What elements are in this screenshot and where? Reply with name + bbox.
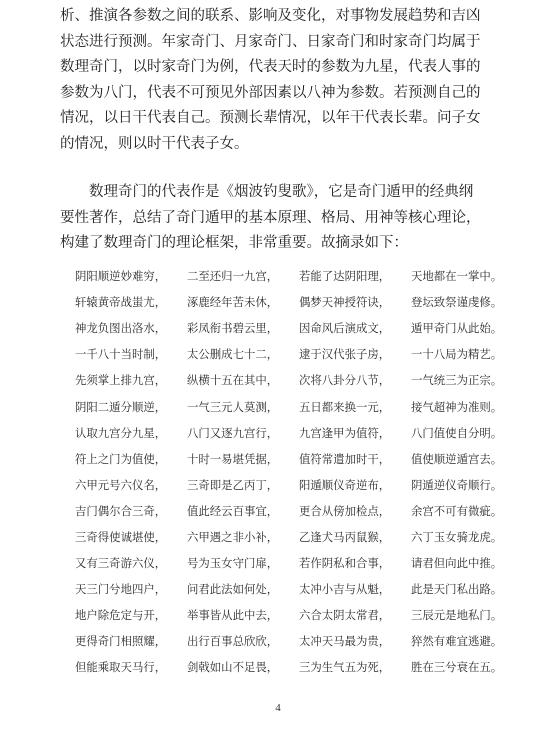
poem-verse: 值此经云百事宜， — [187, 503, 279, 518]
poem-verse: 胜在三兮衰在五。 — [411, 660, 503, 675]
poem-row — [75, 367, 515, 393]
poem-verse: 三奇即是乙丙丁， — [187, 477, 279, 492]
poem-verse: 举事皆从此中去， — [187, 608, 279, 623]
poem-verse: 一千八十当时制， — [75, 347, 167, 362]
poem-verse: 八门值使自分明。 — [411, 425, 503, 440]
poem-verse: 更合从傍加检点， — [299, 503, 391, 518]
poem-verse: 阳遁顺仪奇逆布， — [299, 477, 391, 492]
body-paragraph-2 — [60, 180, 518, 257]
poem-row — [75, 446, 515, 472]
poem-verse: 请君但向此中推。 — [411, 556, 503, 571]
poem-verse: 三辰元是地私门。 — [411, 608, 503, 623]
poem-verse: 九宫逢甲为值符， — [299, 425, 391, 440]
poem-verse: 又有三奇游六仪， — [75, 556, 167, 571]
poem-verse: 问君此法如何处， — [187, 582, 279, 597]
poem-verse: 若作阴私和合事， — [299, 556, 391, 571]
poem-verse: 一十八局为精艺。 — [411, 347, 503, 362]
text-line: 数理奇门的代表作是《烟波钓叟歌》，它是奇门遁甲的经典纲 — [89, 184, 474, 200]
poem-verse: 三奇得使诚堪使， — [75, 529, 167, 544]
poem-verse: 六甲遇之非小补， — [187, 529, 279, 544]
text-line: 状态进行预测。年家奇门、月家奇门、日家奇门和时家奇门均属于 — [60, 33, 481, 50]
poem-verse: 因命风后演成文， — [299, 321, 391, 336]
poem-verse: 乙逢犬马丙鼠猴， — [299, 529, 391, 544]
poem-verse: 二至还归一九宫， — [187, 269, 279, 284]
poem-verse: 纵横十五在其中， — [187, 373, 279, 388]
poem-verse: 号为玉女守门扉， — [187, 556, 279, 571]
poem-verse: 接气超神为准则。 — [411, 399, 503, 414]
poem-verse: 彩凤衔书碧云里， — [187, 321, 279, 336]
poem-verse: 剑戟如山不足畏， — [187, 660, 279, 675]
poem-verse: 若能了达阴阳理， — [299, 269, 391, 284]
poem-row — [75, 524, 515, 550]
poem-verse: 吉门偶尔合三奇， — [75, 503, 167, 518]
poem-verse: 太公删成七十二， — [187, 347, 279, 362]
text-line: 数理奇门，以时家奇门为例，代表天时的参数为九星，代表人事的 — [60, 59, 481, 76]
poem-verse: 逮于汉代张子房， — [299, 347, 391, 362]
poem-verse: 认取九宫分九星， — [75, 425, 167, 440]
text-line: 参数为八门，代表不可预见外部因素以八神为参数。若预测自己的 — [60, 84, 481, 101]
poem-verse: 三为生气五为死， — [299, 660, 391, 675]
poem-verse: 地户除危定与开， — [75, 608, 167, 623]
poem-row — [75, 263, 515, 289]
poem-verse: 天三门兮地四户， — [75, 582, 167, 597]
poem-verse: 六甲元号六仪名， — [75, 477, 167, 492]
text-line: 析、推演各参数之间的联系、影响及变化，对事物发展趋势和吉凶 — [60, 8, 481, 24]
poem-row — [75, 341, 515, 367]
poem-row — [75, 472, 515, 498]
text-line: 情况，以日干代表自己。预测长辈情况，以年干代表长辈。问子女 — [60, 110, 481, 127]
poem-verse: 太冲天马最为贵， — [299, 634, 391, 649]
poem-verse: 神龙负图出洛水， — [75, 321, 167, 336]
poem-row — [75, 654, 515, 680]
text-line: 构建了数理奇门的理论框架，非常重要。故摘录如下： — [60, 235, 408, 252]
poem-verse: 八门又逐九宫行， — [187, 425, 279, 440]
poem-verse: 余宫不可有微疵。 — [411, 503, 503, 518]
poem-verse: 登坛致祭谨虔修。 — [411, 295, 503, 310]
poem-verse: 此是天门私出路。 — [411, 582, 503, 597]
poem-row — [75, 498, 515, 524]
poem-verse: 先须掌上排九宫， — [75, 373, 167, 388]
poem-verse: 一气三元人莫测， — [187, 399, 279, 414]
body-paragraph-1 — [60, 4, 518, 158]
poem-row — [75, 602, 515, 628]
poem-row — [75, 315, 515, 341]
poem-verse: 偶梦天神授符诀， — [299, 295, 391, 310]
poem-row — [75, 550, 515, 576]
poem-row — [75, 289, 515, 315]
poem-verse: 遁甲奇门从此始。 — [411, 321, 503, 336]
poem-verse: 六合太阴太常君， — [299, 608, 391, 623]
poem-verse: 次将八卦分八节， — [299, 373, 391, 388]
poem-verse: 五日都来换一元， — [299, 399, 391, 414]
poem-verse: 六丁玉女骑龙虎。 — [411, 529, 503, 544]
poem-verse: 值符常遣加时干， — [299, 451, 391, 466]
poem-verse: 涿鹿经年苦未休， — [187, 295, 279, 310]
poem-verse: 更得奇门相照耀， — [75, 634, 167, 649]
poem-verse: 天地都在一掌中。 — [411, 269, 503, 284]
poem-verse: 一气统三为正宗。 — [411, 373, 503, 388]
text-line: 的情况，则以时干代表子女。 — [60, 135, 249, 152]
text-line: 要性著作，总结了奇门遁甲的基本原理、格局、用神等核心理论， — [60, 209, 481, 226]
poem-row — [75, 393, 515, 419]
poem-verse: 出行百事总欣欣， — [187, 634, 279, 649]
page-number: 4 — [275, 702, 281, 714]
poem-verse: 阴阳二遁分顺逆， — [75, 399, 167, 414]
poem-verse: 十时一易堪凭据， — [187, 451, 279, 466]
poem-verse: 阴阳顺逆妙难穷， — [75, 269, 167, 284]
poem-verse: 轩辕黄帝战蚩尤， — [75, 295, 167, 310]
poem-verse: 阴遁逆仪奇顺行。 — [411, 477, 503, 492]
poem-row — [75, 576, 515, 602]
poem-row — [75, 420, 515, 446]
poem-block — [75, 263, 515, 681]
poem-verse: 值使顺逆遁宫去。 — [411, 451, 503, 466]
poem-verse: 猝然有难宜逃避。 — [411, 634, 503, 649]
poem-verse: 太冲小吉与从魁， — [299, 582, 391, 597]
poem-row — [75, 628, 515, 654]
poem-verse: 但能乘取天马行， — [75, 660, 167, 675]
poem-verse: 符上之门为值使， — [75, 451, 167, 466]
